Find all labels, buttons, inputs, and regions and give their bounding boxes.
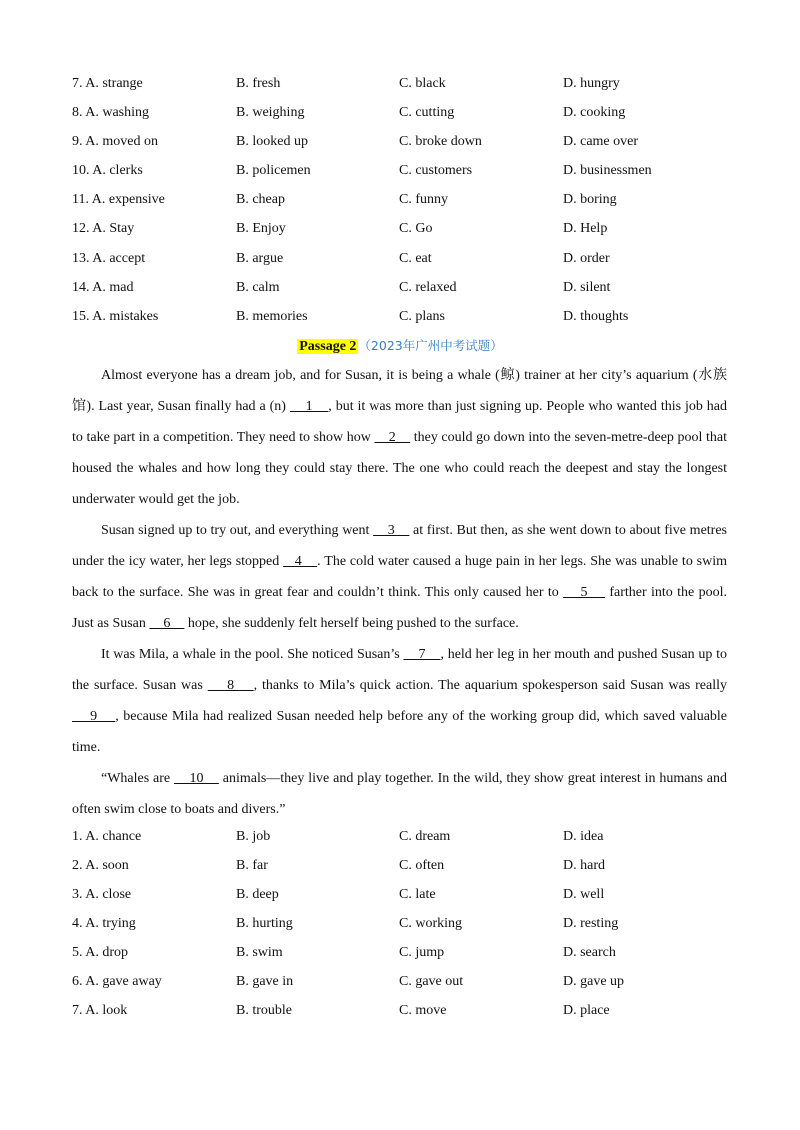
- option-b: B. deep: [236, 887, 279, 902]
- option-d: D. well: [563, 887, 605, 902]
- text-run: It was Mila, a whale in the pool. She noticed Susan’s: [101, 647, 404, 662]
- option-row-top-12: [72, 219, 732, 239]
- option-c: C. customers: [399, 163, 473, 178]
- option-row-top-9: [72, 132, 732, 152]
- option-row-top-15: [72, 307, 732, 327]
- option-a: 7. A. strange: [72, 76, 143, 91]
- option-d: D. Help: [563, 221, 608, 236]
- option-a: 3. A. close: [72, 887, 132, 902]
- option-c: C. relaxed: [399, 280, 457, 295]
- option-c: C. often: [399, 858, 445, 873]
- option-c: C. gave out: [399, 974, 464, 989]
- option-row-top-13: [72, 249, 732, 269]
- option-d: D. hard: [563, 858, 605, 873]
- option-b: B. memories: [236, 309, 308, 324]
- option-c: C. cutting: [399, 105, 455, 120]
- option-b: B. gave in: [236, 974, 294, 989]
- option-c: C. working: [399, 916, 462, 931]
- blank-9: 9: [72, 709, 116, 724]
- text-run: farther into the pool. Just as Susan: [72, 585, 727, 631]
- option-a: 2. A. soon: [72, 858, 129, 873]
- option-b: B. fresh: [236, 76, 281, 91]
- option-row-bottom-7: [72, 1001, 732, 1021]
- option-b: B. weighing: [236, 105, 305, 120]
- option-b: B. hurting: [236, 916, 293, 931]
- option-b: B. argue: [236, 251, 284, 266]
- blank-6: 6: [149, 616, 185, 631]
- option-d: D. gave up: [563, 974, 625, 989]
- option-d: D. businessmen: [563, 163, 652, 178]
- passage-title: Passage 2: [299, 339, 357, 354]
- text-run: , because Mila had realized Susan needed help before any of the working group did, which saved valuable time.: [72, 709, 728, 755]
- text-run: Almost everyone has a dream job, and for Susan, it is being a whale (鲸) trainer at her city’s aquarium (水族馆). Last year, Susan finally had a (n): [72, 368, 727, 414]
- option-c: C. eat: [399, 251, 432, 266]
- option-a: 13. A. accept: [72, 251, 146, 266]
- option-a: 6. A. gave away: [72, 974, 162, 989]
- option-b: B. far: [236, 858, 268, 873]
- blank-3: 3: [373, 523, 410, 538]
- text-run: at first. But then, as she went down to about five metres under the icy water, her legs stopped: [72, 523, 727, 569]
- option-d: D. cooking: [563, 105, 626, 120]
- option-row-bottom-4: [72, 914, 732, 934]
- option-b: B. calm: [236, 280, 280, 295]
- option-c: C. dream: [399, 829, 451, 844]
- option-b: B. cheap: [236, 192, 285, 207]
- option-d: D. search: [563, 945, 616, 960]
- text-run: “Whales are: [101, 771, 175, 786]
- passage-body: [72, 360, 727, 825]
- paragraph-1: [72, 360, 727, 515]
- blank-10: 10: [174, 771, 219, 786]
- blank-5: 5: [563, 585, 605, 600]
- option-d: D. hungry: [563, 76, 620, 91]
- option-row-bottom-3: [72, 885, 732, 905]
- option-d: D. thoughts: [563, 309, 629, 324]
- option-a: 11. A. expensive: [72, 192, 165, 207]
- blank-1: 1: [289, 399, 329, 414]
- option-c: C. black: [399, 76, 446, 91]
- option-c: C. funny: [399, 192, 448, 207]
- text-run: animals—they live and play together. In the wild, they show great interest in humans and often swim close to boats and divers.”: [72, 771, 727, 817]
- option-c: C. jump: [399, 945, 445, 960]
- option-b: B. Enjoy: [236, 221, 286, 236]
- option-d: D. came over: [563, 134, 639, 149]
- text-run: Susan signed up to try out, and everything went: [101, 523, 374, 538]
- option-a: 14. A. mad: [72, 280, 134, 295]
- option-d: D. place: [563, 1003, 610, 1018]
- option-a: 5. A. drop: [72, 945, 128, 960]
- option-c: C. Go: [399, 221, 433, 236]
- option-a: 12. A. Stay: [72, 221, 135, 236]
- option-b: B. swim: [236, 945, 283, 960]
- text-run: , held her leg in her mouth and pushed Susan up to the surface. Susan was: [72, 647, 727, 693]
- option-a: 4. A. trying: [72, 916, 136, 931]
- passage-source: （2023年广州中考试题）: [358, 338, 503, 353]
- option-b: B. policemen: [236, 163, 311, 178]
- option-d: D. resting: [563, 916, 619, 931]
- option-d: D. order: [563, 251, 610, 266]
- option-a: 7. A. look: [72, 1003, 128, 1018]
- option-b: B. looked up: [236, 134, 308, 149]
- option-a: 8. A. washing: [72, 105, 149, 120]
- option-c: C. plans: [399, 309, 445, 324]
- option-row-bottom-6: [72, 972, 732, 992]
- option-row-top-11: [72, 190, 732, 210]
- option-b: B. job: [236, 829, 271, 844]
- text-run: , but it was more than just signing up. People who wanted this job had to take part in a competition. They need to show how: [72, 399, 727, 445]
- option-a: 10. A. clerks: [72, 163, 143, 178]
- option-c: C. broke down: [399, 134, 482, 149]
- option-row-top-14: [72, 278, 732, 298]
- option-row-bottom-5: [72, 943, 732, 963]
- paragraph-4: [72, 763, 727, 825]
- text-run: hope, she suddenly felt herself being pushed to the surface.: [184, 616, 519, 631]
- option-b: B. trouble: [236, 1003, 292, 1018]
- passage-heading: [0, 336, 800, 357]
- paragraph-3: [72, 639, 727, 763]
- text-run: they could go down into the seven-metre-deep pool that housed the whales and how long they could stay there. The one who could reach the deepest and stay the longest underwater would get the job.: [72, 430, 727, 507]
- paragraph-2: [72, 515, 727, 639]
- option-row-bottom-2: [72, 856, 732, 876]
- text-run: . The cold water caused a huge pain in her legs. She was unable to swim back to the surface. She was in great fear and couldn’t think. This only caused her to: [72, 554, 728, 600]
- blank-2: 2: [374, 430, 411, 445]
- option-c: C. late: [399, 887, 436, 902]
- blank-4: 4: [283, 554, 318, 569]
- option-row-top-8: [72, 103, 732, 123]
- option-a: 9. A. moved on: [72, 134, 158, 149]
- blank-8: 8: [207, 678, 254, 693]
- option-d: D. idea: [563, 829, 604, 844]
- option-c: C. move: [399, 1003, 447, 1018]
- text-run: , thanks to Mila’s quick action. The aquarium spokesperson said Susan was really: [253, 678, 727, 693]
- option-a: 1. A. chance: [72, 829, 142, 844]
- option-a: 15. A. mistakes: [72, 309, 159, 324]
- option-d: D. silent: [563, 280, 611, 295]
- option-row-top-10: [72, 161, 732, 181]
- option-d: D. boring: [563, 192, 617, 207]
- option-row-bottom-1: [72, 827, 732, 847]
- option-row-top-7: [72, 74, 732, 94]
- blank-7: 7: [403, 647, 441, 662]
